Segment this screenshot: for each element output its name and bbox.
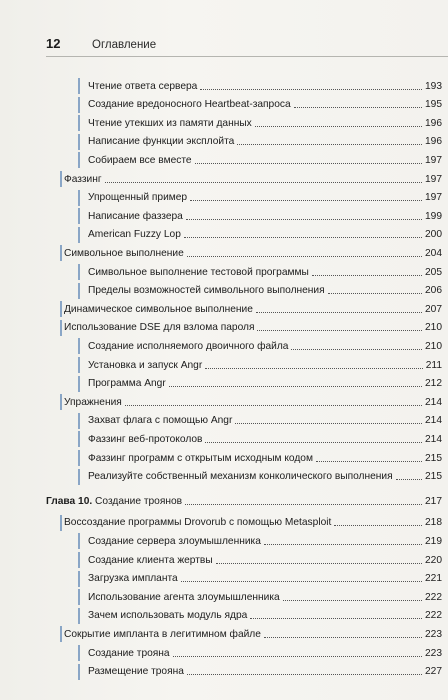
highlight-bar bbox=[78, 645, 80, 661]
dot-leader bbox=[237, 134, 422, 145]
toc-entry-page: 193 bbox=[425, 80, 442, 92]
highlight-bar bbox=[78, 134, 80, 150]
toc-entry-label bbox=[88, 341, 288, 352]
toc-entry-label bbox=[64, 517, 331, 528]
toc-entry-title: Создание клиента жертвы bbox=[88, 554, 213, 566]
highlight-bar bbox=[78, 357, 80, 373]
dot-leader bbox=[255, 116, 422, 127]
toc-entry bbox=[0, 552, 448, 568]
toc-entry bbox=[0, 376, 448, 392]
toc-entry-title: Установка и запуск Angr bbox=[88, 359, 203, 371]
toc-entry-label bbox=[88, 471, 393, 482]
toc-entry-page: 206 bbox=[425, 285, 442, 297]
toc-entry bbox=[0, 171, 448, 187]
highlight-bar bbox=[78, 208, 80, 224]
dot-leader bbox=[205, 432, 422, 443]
dot-leader bbox=[195, 153, 422, 164]
highlight-bar bbox=[78, 571, 80, 587]
dot-leader bbox=[264, 627, 422, 638]
toc-entry-title: Создание троянов bbox=[95, 495, 183, 507]
toc-entry-page: 195 bbox=[425, 99, 442, 111]
toc-entry-label bbox=[88, 378, 166, 389]
toc-entry-title: Символьное выполнение bbox=[64, 247, 184, 259]
toc-entry-label bbox=[88, 267, 309, 278]
highlight-bar bbox=[78, 227, 80, 243]
toc-entry-page: 215 bbox=[425, 452, 442, 464]
toc-entry-title: Чтение ответа сервера bbox=[88, 80, 198, 92]
toc-entry-title: Пределы возможностей символьного выполнения bbox=[88, 285, 325, 297]
toc-entry-title: Использование агента злоумышленника bbox=[88, 591, 280, 603]
toc-entry-title: American Fuzzy Lop bbox=[88, 229, 181, 241]
toc-entry bbox=[0, 152, 448, 168]
dot-leader bbox=[125, 395, 422, 406]
toc-entry-page: 197 bbox=[425, 173, 442, 185]
toc-entry-label bbox=[88, 555, 213, 566]
dot-leader bbox=[257, 320, 422, 331]
toc-entry-page: 210 bbox=[425, 322, 442, 334]
toc-entry-page: 222 bbox=[425, 610, 442, 622]
toc-entry-page: 196 bbox=[425, 136, 442, 148]
highlight-bar bbox=[78, 264, 80, 280]
toc-entry-page: 223 bbox=[425, 628, 442, 640]
toc-entry-label bbox=[88, 434, 202, 445]
toc-entry-title: Написание функции эксплойта bbox=[88, 136, 235, 148]
toc-entry-title: Динамическое символьное выполнение bbox=[64, 303, 253, 315]
toc-entry-page: 210 bbox=[425, 340, 442, 352]
dot-leader bbox=[250, 608, 422, 619]
highlight-bar bbox=[78, 431, 80, 447]
toc-entry-title: Использование DSE для взлома пароля bbox=[64, 322, 255, 334]
toc-entry-label bbox=[88, 99, 291, 110]
dot-leader bbox=[328, 283, 422, 294]
highlight-bar bbox=[60, 301, 62, 317]
highlight-bar bbox=[60, 171, 62, 187]
toc-entry bbox=[0, 645, 448, 661]
toc-entry-page: 200 bbox=[425, 229, 442, 241]
dot-leader bbox=[291, 339, 422, 350]
toc-entry-label bbox=[88, 415, 232, 426]
chapter-number: Глава 10. bbox=[46, 495, 93, 507]
toc-entry-label bbox=[88, 118, 252, 129]
toc-entry-title: Символьное выполнение тестовой программы bbox=[88, 266, 309, 278]
toc-entry bbox=[0, 338, 448, 354]
toc-entry-page: 207 bbox=[425, 303, 442, 315]
toc-entry-title: Фаззинг веб-протоколов bbox=[88, 433, 203, 445]
toc-entry-title: Загрузка импланта bbox=[88, 573, 178, 585]
toc-entry bbox=[0, 264, 448, 280]
highlight-bar bbox=[78, 78, 80, 94]
highlight-bar bbox=[78, 413, 80, 429]
toc-entry-page: 214 bbox=[425, 433, 442, 445]
dot-leader bbox=[105, 172, 422, 183]
highlight-bar bbox=[78, 664, 80, 680]
toc-entry-title: Программа Angr bbox=[88, 378, 166, 390]
dot-leader bbox=[235, 413, 422, 424]
toc-entry-page: 212 bbox=[425, 378, 442, 390]
highlight-bar bbox=[60, 626, 62, 642]
highlight-bar bbox=[78, 533, 80, 549]
dot-leader bbox=[185, 494, 422, 505]
dot-leader bbox=[334, 515, 422, 526]
toc-entry-title: Упрощенный пример bbox=[88, 192, 188, 204]
toc-entry bbox=[0, 413, 448, 429]
toc-entry-page: 219 bbox=[425, 535, 442, 547]
toc-entry-page: 204 bbox=[425, 247, 442, 259]
toc-entry-page: 221 bbox=[425, 573, 442, 585]
dot-leader bbox=[216, 553, 422, 564]
dot-leader bbox=[186, 209, 422, 220]
highlight-bar bbox=[78, 283, 80, 299]
toc-entry-label bbox=[88, 648, 170, 659]
toc-entry-label bbox=[88, 666, 184, 677]
toc-entry-title: Написание фаззера bbox=[88, 210, 183, 222]
toc-entry-page: 211 bbox=[425, 359, 442, 371]
toc-entry-label bbox=[64, 248, 184, 259]
toc-entry-page: 218 bbox=[425, 517, 442, 529]
toc-entry-title: Зачем использовать модуль ядра bbox=[88, 610, 248, 622]
dot-leader bbox=[184, 227, 422, 238]
toc-entry-label bbox=[88, 453, 313, 464]
dot-leader bbox=[264, 534, 422, 545]
highlight-bar bbox=[78, 190, 80, 206]
toc-entry-title: Захват флага с помощью Angr bbox=[88, 415, 233, 427]
toc-entry-title: Чтение утекших из памяти данных bbox=[88, 117, 252, 129]
toc-entry-title: Фаззинг bbox=[64, 173, 102, 185]
dot-leader bbox=[205, 358, 423, 369]
toc-entry bbox=[0, 190, 448, 206]
toc-entry-label bbox=[88, 610, 247, 621]
toc-entry bbox=[0, 664, 448, 680]
toc-entry-label bbox=[64, 397, 122, 408]
highlight-bar bbox=[78, 376, 80, 392]
toc-entry-title: Фаззинг программ с открытым исходным кодом bbox=[88, 452, 313, 464]
toc-entry-label bbox=[88, 211, 183, 222]
highlight-bar bbox=[78, 115, 80, 131]
toc-entry bbox=[0, 357, 448, 373]
toc-entry-title: Сокрытие импланта в легитимном файле bbox=[64, 628, 261, 640]
toc-entry bbox=[0, 301, 448, 317]
toc-entry bbox=[0, 78, 448, 94]
dot-leader bbox=[256, 302, 422, 313]
toc-entry-label bbox=[88, 192, 187, 203]
toc-entry-page: 223 bbox=[425, 647, 442, 659]
highlight-bar bbox=[60, 394, 62, 410]
toc-entry bbox=[0, 115, 448, 131]
toc-entry-label bbox=[88, 536, 261, 547]
highlight-bar bbox=[78, 552, 80, 568]
toc-entry-title: Собираем все вместе bbox=[88, 154, 192, 166]
toc-entry bbox=[0, 227, 448, 243]
running-title: Оглавление bbox=[92, 39, 157, 51]
toc-entry-title: Создание сервера злоумышленника bbox=[88, 535, 261, 547]
toc-entry bbox=[0, 493, 448, 509]
toc-entry bbox=[0, 394, 448, 410]
page-header bbox=[46, 36, 156, 51]
toc-entry bbox=[0, 589, 448, 605]
toc-entry-title: Создание трояна bbox=[88, 647, 170, 659]
highlight-bar bbox=[78, 469, 80, 485]
toc-entry-page: 220 bbox=[425, 554, 442, 566]
toc-entry bbox=[0, 97, 448, 113]
toc-entry-title: Реализуйте собственный механизм конколического выполнения bbox=[88, 471, 393, 483]
dot-leader bbox=[181, 571, 422, 582]
highlight-bar bbox=[78, 608, 80, 624]
toc-entry-label bbox=[64, 304, 253, 315]
dot-leader bbox=[294, 97, 422, 108]
toc-entry-page: 197 bbox=[425, 192, 442, 204]
toc-entry-label bbox=[88, 285, 325, 296]
toc-entry-label bbox=[88, 155, 192, 166]
highlight-bar bbox=[78, 97, 80, 113]
dot-leader bbox=[312, 265, 422, 276]
toc-entry-page: 227 bbox=[425, 666, 442, 678]
toc-entry-label bbox=[64, 629, 261, 640]
toc-entry bbox=[0, 208, 448, 224]
toc-entry bbox=[0, 450, 448, 466]
toc-entry bbox=[0, 571, 448, 587]
toc-entry-page: 196 bbox=[425, 117, 442, 129]
toc-entry-page: 197 bbox=[425, 154, 442, 166]
toc-entry-label bbox=[88, 573, 178, 584]
toc-entry-page: 214 bbox=[425, 396, 442, 408]
toc-entry-page: 199 bbox=[425, 210, 442, 222]
toc-entry-title: Воссоздание программы Drovorub с помощью Metasploit bbox=[64, 517, 332, 529]
toc-entry-title: Размещение трояна bbox=[88, 666, 184, 678]
toc-entry bbox=[0, 134, 448, 150]
toc-entry-label bbox=[64, 174, 102, 185]
toc-entry-label bbox=[88, 81, 197, 92]
toc-entry-page: 215 bbox=[425, 471, 442, 483]
toc-entry-label bbox=[88, 360, 202, 371]
toc-entry-label bbox=[88, 229, 181, 240]
page-number: 12 bbox=[46, 36, 61, 51]
highlight-bar bbox=[78, 589, 80, 605]
toc-entry bbox=[0, 533, 448, 549]
toc-entry-page: 222 bbox=[425, 591, 442, 603]
highlight-bar bbox=[78, 450, 80, 466]
dot-leader bbox=[200, 79, 422, 90]
toc-entry bbox=[0, 608, 448, 624]
dot-leader bbox=[187, 246, 422, 257]
toc-entry-page: 217 bbox=[425, 495, 442, 507]
toc-entry-label bbox=[88, 592, 280, 603]
dot-leader bbox=[187, 664, 422, 675]
toc-entry bbox=[0, 245, 448, 261]
dot-leader bbox=[396, 469, 422, 480]
toc-entry bbox=[0, 320, 448, 336]
toc-entry bbox=[0, 626, 448, 642]
highlight-bar bbox=[78, 152, 80, 168]
toc-entry bbox=[0, 431, 448, 447]
header-rule bbox=[46, 56, 448, 57]
highlight-bar bbox=[60, 515, 62, 531]
toc-entry bbox=[0, 515, 448, 531]
dot-leader bbox=[169, 376, 422, 387]
toc-entry bbox=[0, 469, 448, 485]
dot-leader bbox=[190, 190, 422, 201]
dot-leader bbox=[283, 590, 422, 601]
dot-leader bbox=[173, 646, 422, 657]
toc-entry-title: Создание вредоносного Heartbeat-запроса bbox=[88, 99, 291, 111]
toc-entry-page: 214 bbox=[425, 415, 442, 427]
highlight-bar bbox=[78, 338, 80, 354]
highlight-bar bbox=[60, 245, 62, 261]
toc-entry-title: Упражнения bbox=[64, 396, 122, 408]
toc-entry bbox=[0, 283, 448, 299]
toc-entry-label bbox=[88, 136, 234, 147]
highlight-bar bbox=[60, 320, 62, 336]
dot-leader bbox=[316, 451, 422, 462]
toc-entry-label bbox=[64, 322, 254, 333]
toc-entry-title: Создание исполняемого двоичного файла bbox=[88, 340, 289, 352]
toc-entry-label bbox=[46, 496, 182, 507]
toc-entry-page: 205 bbox=[425, 266, 442, 278]
